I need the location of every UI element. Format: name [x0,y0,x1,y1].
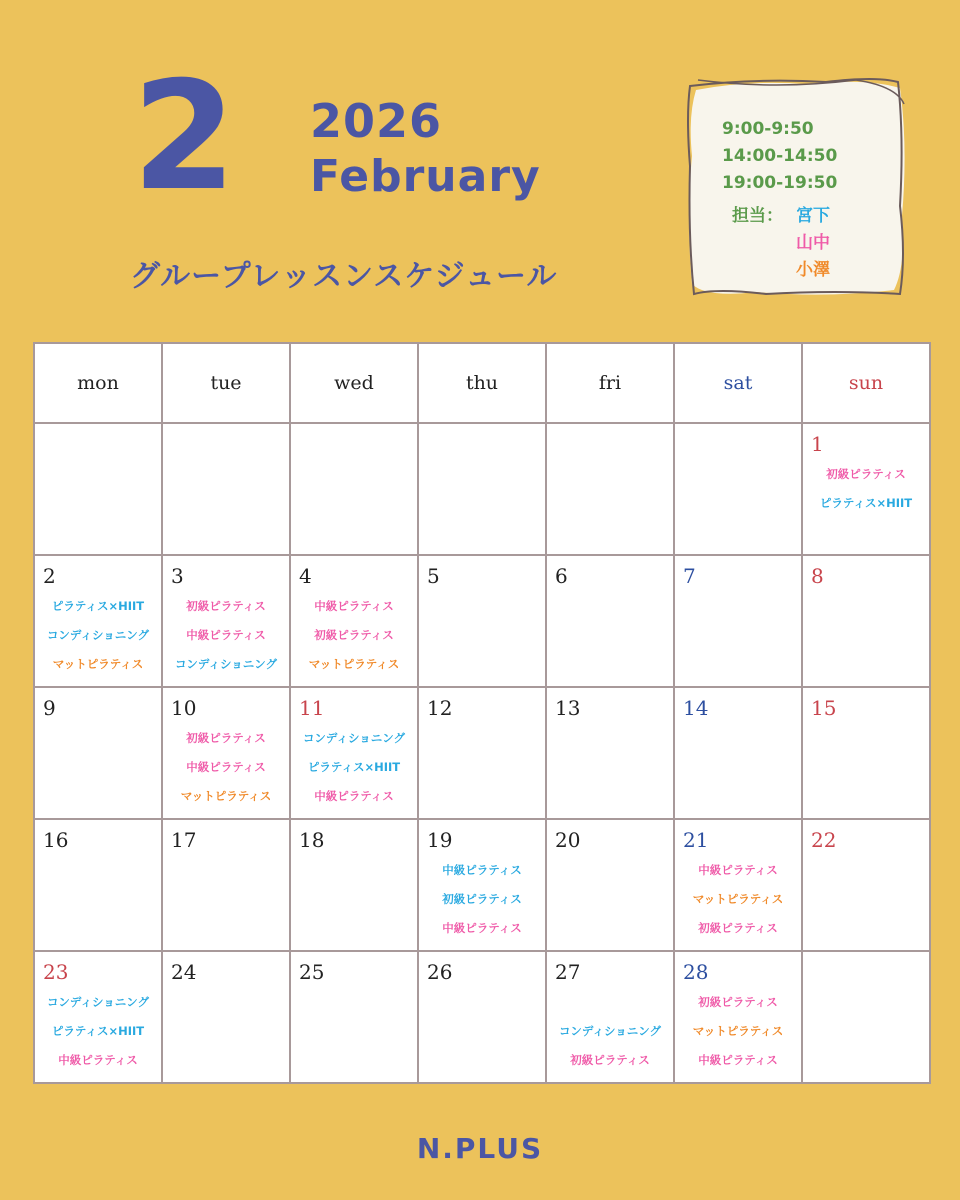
day-cell [418,687,546,819]
day-number: 28 [683,960,709,984]
lesson-item: ピラティス×HIIT [51,1024,145,1038]
time-slot: 19:00-19:50 [722,173,838,193]
day-number: 21 [683,828,709,852]
day-cell [674,951,802,1083]
day-number: 2 [43,564,56,588]
lesson-item: 中級ピラティス [698,863,778,877]
day-cell [802,555,930,687]
calendar-week-row [34,951,930,1083]
lesson-info-card [686,76,908,298]
weekday-header-sat: sat [674,343,802,423]
day-cell [546,687,674,819]
year-label: 2026 [310,94,443,148]
lesson-item: 中級ピラティス [698,1053,778,1067]
lesson-item: マットピラティス [52,657,144,671]
lesson-item: 初級ピラティス [570,1053,650,1067]
lesson-list [291,724,417,811]
schedule-title: グループレッスンスケジュール [130,259,558,294]
day-cell [162,819,290,951]
lesson-item: 中級ピラティス [314,599,394,613]
lesson-item: 初級ピラティス [442,892,522,906]
calendar-week-row [34,555,930,687]
lesson-list [803,460,929,518]
lesson-list [35,988,161,1075]
day-cell [674,555,802,687]
day-cell [290,819,418,951]
calendar-body [34,423,930,1083]
lesson-list [675,856,801,943]
weekday-header-tue: tue [162,343,290,423]
lesson-item: ピラティス×HIIT [51,599,145,613]
lesson-item: マットピラティス [180,789,272,803]
lesson-item: 中級ピラティス [186,628,266,642]
lesson-list [291,592,417,679]
lesson-list [547,988,673,1075]
calendar-week-row [34,423,930,555]
day-cell [418,819,546,951]
lesson-item: 中級ピラティス [314,789,394,803]
day-number: 3 [171,564,184,588]
lesson-item: 初級ピラティス [826,467,906,481]
day-cell [674,423,802,555]
weekday-header-wed: wed [290,343,418,423]
day-number: 6 [555,564,568,588]
lesson-item: コンディショニング [46,995,150,1009]
lesson-item: ピラティス×HIIT [307,760,401,774]
day-cell [290,423,418,555]
day-cell [546,423,674,555]
day-number: 13 [555,696,581,720]
day-cell [802,687,930,819]
day-number: 10 [171,696,197,720]
day-cell [162,423,290,555]
day-number: 26 [427,960,453,984]
month-name: February [310,151,541,202]
day-cell [162,687,290,819]
day-number: 15 [811,696,837,720]
staff-name: 山中 [796,233,830,253]
day-cell [290,951,418,1083]
day-cell [34,951,162,1083]
calendar-grid [33,342,931,1084]
lesson-item: コンディショニング [558,1024,662,1038]
day-number: 24 [171,960,197,984]
day-number: 22 [811,828,837,852]
day-cell [290,687,418,819]
month-number: 2 [132,50,237,224]
day-cell [802,819,930,951]
day-number: 25 [299,960,325,984]
lesson-item: 中級ピラティス [442,863,522,877]
day-cell [546,951,674,1083]
lesson-item: 中級ピラティス [442,921,522,935]
day-number: 18 [299,828,325,852]
time-slot: 9:00-9:50 [722,119,814,139]
lesson-item: マットピラティス [692,892,784,906]
weekday-header-row [34,343,930,423]
day-number: 19 [427,828,453,852]
day-number: 16 [43,828,69,852]
day-number: 5 [427,564,440,588]
day-cell [418,555,546,687]
calendar-week-row [34,687,930,819]
day-number: 9 [43,696,56,720]
day-number: 12 [427,696,453,720]
day-number: 17 [171,828,197,852]
lesson-item: コンディショニング [46,628,150,642]
weekday-header-fri: fri [546,343,674,423]
day-cell [802,423,930,555]
lesson-item: コンディショニング [302,731,406,745]
day-number: 14 [683,696,709,720]
day-cell [34,423,162,555]
day-cell [418,951,546,1083]
day-number: 7 [683,564,696,588]
lesson-item [547,988,673,1017]
day-number: 23 [43,960,69,984]
day-cell [546,819,674,951]
day-cell [34,687,162,819]
day-cell [290,555,418,687]
day-cell [546,555,674,687]
weekday-header-sun: sun [802,343,930,423]
lesson-list [675,988,801,1075]
day-cell [34,819,162,951]
lesson-item: 中級ピラティス [58,1053,138,1067]
weekday-header-mon: mon [34,343,162,423]
staff-label: 担当： [732,206,783,226]
day-cell [418,423,546,555]
lesson-item: 初級ピラティス [186,731,266,745]
weekday-header-thu: thu [418,343,546,423]
time-slot: 14:00-14:50 [722,146,838,166]
lesson-item: 初級ピラティス [186,599,266,613]
day-cell [162,951,290,1083]
lesson-item: ピラティス×HIIT [819,496,913,510]
day-cell [802,951,930,1083]
day-number: 27 [555,960,581,984]
lesson-item: コンディショニング [174,657,278,671]
day-cell [674,687,802,819]
day-cell [34,555,162,687]
lesson-item: 初級ピラティス [698,921,778,935]
brand-logo: N.PLUS [416,1132,544,1165]
staff-name: 宮下 [796,206,830,226]
day-cell [674,819,802,951]
lesson-item: マットピラティス [308,657,400,671]
lesson-list [35,592,161,679]
day-number: 1 [811,432,824,456]
lesson-item: マットピラティス [692,1024,784,1038]
day-number: 20 [555,828,581,852]
staff-name: 小澤 [796,260,830,280]
lesson-item: 初級ピラティス [698,995,778,1009]
lesson-list [419,856,545,943]
lesson-item: 中級ピラティス [186,760,266,774]
calendar-week-row [34,819,930,951]
day-number: 11 [299,696,325,720]
lesson-item: 初級ピラティス [314,628,394,642]
day-number: 4 [299,564,312,588]
day-cell [162,555,290,687]
lesson-list [163,724,289,811]
lesson-list [163,592,289,679]
day-number: 8 [811,564,824,588]
